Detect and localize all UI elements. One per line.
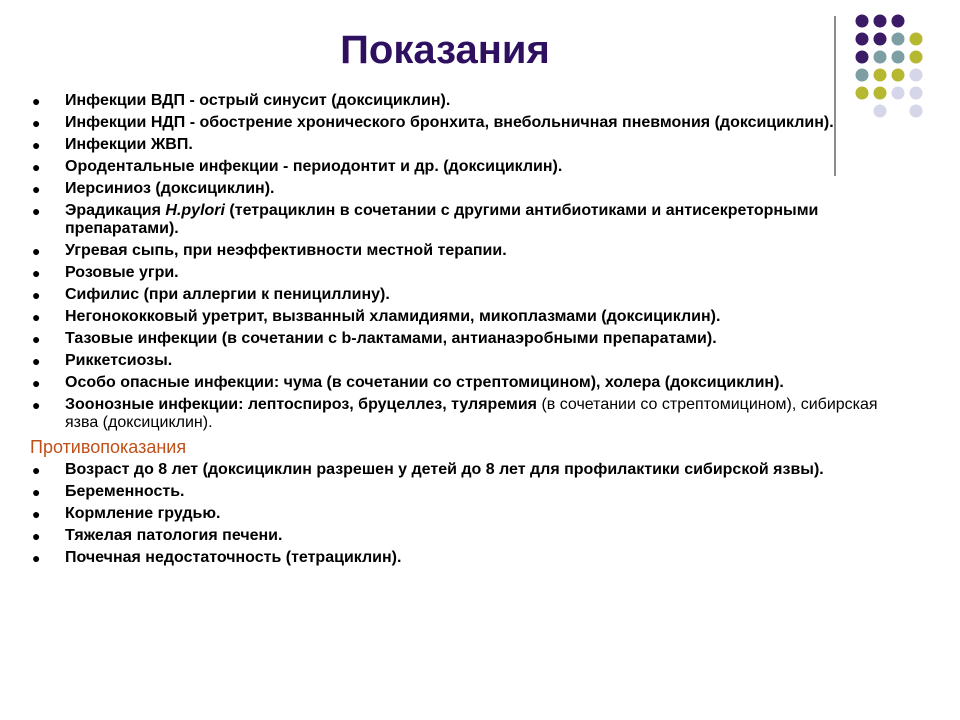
list-item [30,527,900,545]
list-item [30,461,900,479]
list-item [30,286,900,304]
bullet-icon: ● [32,484,41,500]
indication-text: Сифилис (при аллергии к пенициллину). [65,286,390,303]
bullet-icon: ● [32,353,41,369]
contraindication-text: Беременность. [65,483,185,500]
bullet-icon: ● [32,462,41,478]
bullet-icon: ● [32,506,41,522]
bullet-icon: ● [32,115,41,131]
decorative-dot [892,69,905,82]
indication-text: Ородентальные инфекции - периодонтит и др. (доксициклин). [65,158,563,175]
list-item [30,180,900,198]
decorative-dot [892,33,905,46]
list-item [30,396,900,432]
decorative-dot [910,69,923,82]
indication-text: Инфекции ВДП - острый синусит (доксициклин). [65,92,451,109]
bullet-icon: ● [32,265,41,281]
list-item [30,330,900,348]
contraindications-list [30,461,900,567]
bullet-icon: ● [32,287,41,303]
indication-text: Особо опасные инфекции: чума (в сочетании со стрептомицином), холера (доксициклин). [65,374,784,391]
bullet-icon: ● [32,309,41,325]
contraindication-text: Возраст до 8 лет (доксициклин разрешен у детей до 8 лет для профилактики сибирской язвы). [65,461,824,478]
decorative-dot [910,87,923,100]
bullet-icon: ● [32,203,41,219]
decorative-dot [910,33,923,46]
contraindication-text: Кормление грудью. [65,505,221,522]
indication-text: Иерсиниоз (доксициклин). [65,180,275,197]
list-item [30,549,900,567]
list-item [30,505,900,523]
page-title: Показания [340,28,550,72]
decorative-dot [892,51,905,64]
bullet-icon: ● [32,93,41,109]
bullet-icon: ● [32,375,41,391]
list-item [30,308,900,326]
list-item [30,92,900,110]
bullet-icon: ● [32,397,41,413]
bullet-icon: ● [32,137,41,153]
list-item [30,136,900,154]
indication-text-prefix: Эрадикация [65,202,166,219]
indications-list [30,92,900,432]
bullet-icon: ● [32,159,41,175]
decorative-dot [892,15,905,28]
indication-text: Тазовые инфекции (в сочетании с b-лактамами, антианаэробными препаратами). [65,330,717,347]
indication-text: Инфекции НДП - обострение хронического бронхита, внебольничная пневмония (доксициклин). [65,114,834,131]
indication-text-italic: H.pylori [165,202,225,219]
decorative-dot [910,105,923,118]
contraindication-text: Тяжелая патология печени. [65,527,283,544]
bullet-icon: ● [32,528,41,544]
indication-text: Риккетсиозы. [65,352,173,369]
contraindication-text: Почечная недостаточность (тетрациклин). [65,549,402,566]
indication-text-suffix: (тетрациклин в сочетании с другими антибиотиками и антисекреторными препаратами). [65,202,819,237]
indication-text: Угревая сыпь, при неэффективности местной терапии. [65,242,507,259]
indication-text-bold: Зоонозные инфекции: лептоспироз, бруцеллез, туляремия [65,396,538,413]
bullet-icon: ● [32,331,41,347]
indication-text: Негонококковый уретрит, вызванный хламидиями, микоплазмами (доксициклин). [65,308,721,325]
bullet-icon: ● [32,243,41,259]
bullet-icon: ● [32,550,41,566]
list-item [30,158,900,176]
list-item [30,242,900,260]
indication-text-normal: (в сочетании со стрептомицином), сибирская язва (доксициклин). [65,396,878,431]
list-item [30,374,900,392]
indication-text: Инфекции ЖВП. [65,136,193,153]
decorative-dot [856,15,869,28]
list-item [30,202,900,238]
indication-text: Розовые угри. [65,264,179,281]
decorative-dot [874,15,887,28]
list-item [30,114,900,132]
decorative-dot [910,51,923,64]
list-item [30,264,900,282]
list-item [30,483,900,501]
contraindications-heading: Противопоказания [30,437,187,457]
slide-content [30,92,900,571]
bullet-icon: ● [32,181,41,197]
list-item [30,352,900,370]
